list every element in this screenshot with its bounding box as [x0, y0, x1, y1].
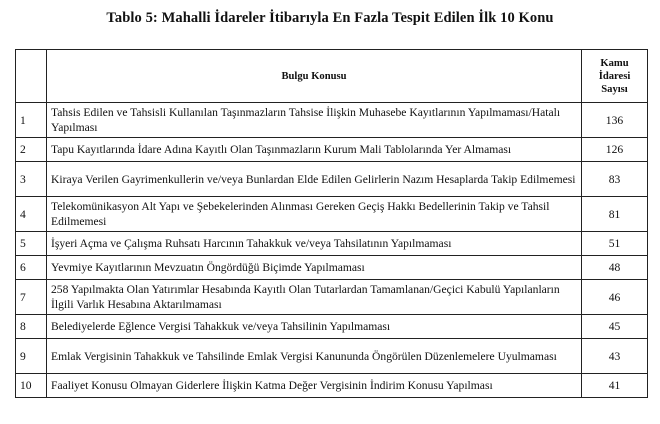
row-topic: 258 Yapılmakta Olan Yatırımlar Hesabında Kayıtlı Olan Tutarlardan Tamamlanan/Geçici Kabulü Yapılanların İlgili Varlık Hesabına Aktarılmaması — [47, 280, 582, 315]
row-number: 4 — [16, 197, 47, 232]
table-title: Tablo 5: Mahalli İdareler İtibarıyla En Fazla Tespit Edilen İlk 10 Konu — [106, 10, 554, 26]
header-count-line2: İdaresi — [598, 70, 631, 82]
header-topic: Bulgu Konusu — [47, 50, 582, 103]
row-number: 3 — [16, 162, 47, 197]
row-topic: Belediyelerde Eğlence Vergisi Tahakkuk ve/veya Tahsilinin Yapılmaması — [47, 315, 582, 339]
row-topic: Yevmiye Kayıtlarının Mevzuatın Öngördüğü Biçimde Yapılmaması — [47, 256, 582, 280]
header-index — [16, 50, 47, 103]
table-row — [16, 232, 648, 256]
row-count: 136 — [582, 103, 648, 138]
row-number: 6 — [16, 256, 47, 280]
row-count: 51 — [582, 232, 648, 256]
row-topic: Tahsis Edilen ve Tahsisli Kullanılan Taşınmazların Tahsise İlişkin Muhasebe Kayıtlarının Yapılmaması/Hatalı Yapılması — [47, 103, 582, 138]
row-topic: Emlak Vergisinin Tahakkuk ve Tahsilinde Emlak Vergisi Kanununda Öngörülen Düzenlemelere Uyulmaması — [47, 339, 582, 374]
row-count: 48 — [582, 256, 648, 280]
row-number: 7 — [16, 280, 47, 315]
row-number: 1 — [16, 103, 47, 138]
header-count — [582, 50, 648, 103]
table-row — [16, 280, 648, 315]
row-count: 81 — [582, 197, 648, 232]
row-count: 41 — [582, 374, 648, 398]
row-count: 43 — [582, 339, 648, 374]
header-count-line1: Kamu — [600, 57, 629, 69]
row-count: 126 — [582, 138, 648, 162]
row-topic: Faaliyet Konusu Olmayan Giderlere İlişkin Katma Değer Vergisinin İndirim Konusu Yapılması — [47, 374, 582, 398]
row-topic: Kiraya Verilen Gayrimenkullerin ve/veya Bunlardan Elde Edilen Gelirlerin Nazım Hesaplarda Takip Edilmemesi — [47, 162, 582, 197]
table-row — [16, 339, 648, 374]
row-topic: Telekomünikasyon Alt Yapı ve Şebekelerinden Alınması Gereken Geçiş Hakkı Bedellerinin Takip ve Tahsil Edilmemesi — [47, 197, 582, 232]
table-row — [16, 162, 648, 197]
table-row — [16, 315, 648, 339]
row-number: 9 — [16, 339, 47, 374]
table-row — [16, 197, 648, 232]
row-number: 5 — [16, 232, 47, 256]
row-count: 45 — [582, 315, 648, 339]
row-topic: Tapu Kayıtlarında İdare Adına Kayıtlı Olan Taşınmazların Kurum Mali Tablolarında Yer Almaması — [47, 138, 582, 162]
findings-table — [15, 49, 648, 398]
row-count: 83 — [582, 162, 648, 197]
table-header-row — [16, 50, 648, 103]
table-row — [16, 103, 648, 138]
row-topic: İşyeri Açma ve Çalışma Ruhsatı Harcının Tahakkuk ve/veya Tahsilatının Yapılmaması — [47, 232, 582, 256]
row-count: 46 — [582, 280, 648, 315]
row-number: 10 — [16, 374, 47, 398]
table-row — [16, 256, 648, 280]
table-row — [16, 374, 648, 398]
table-row — [16, 138, 648, 162]
header-count-line3: Sayısı — [601, 83, 628, 95]
row-number: 8 — [16, 315, 47, 339]
row-number: 2 — [16, 138, 47, 162]
